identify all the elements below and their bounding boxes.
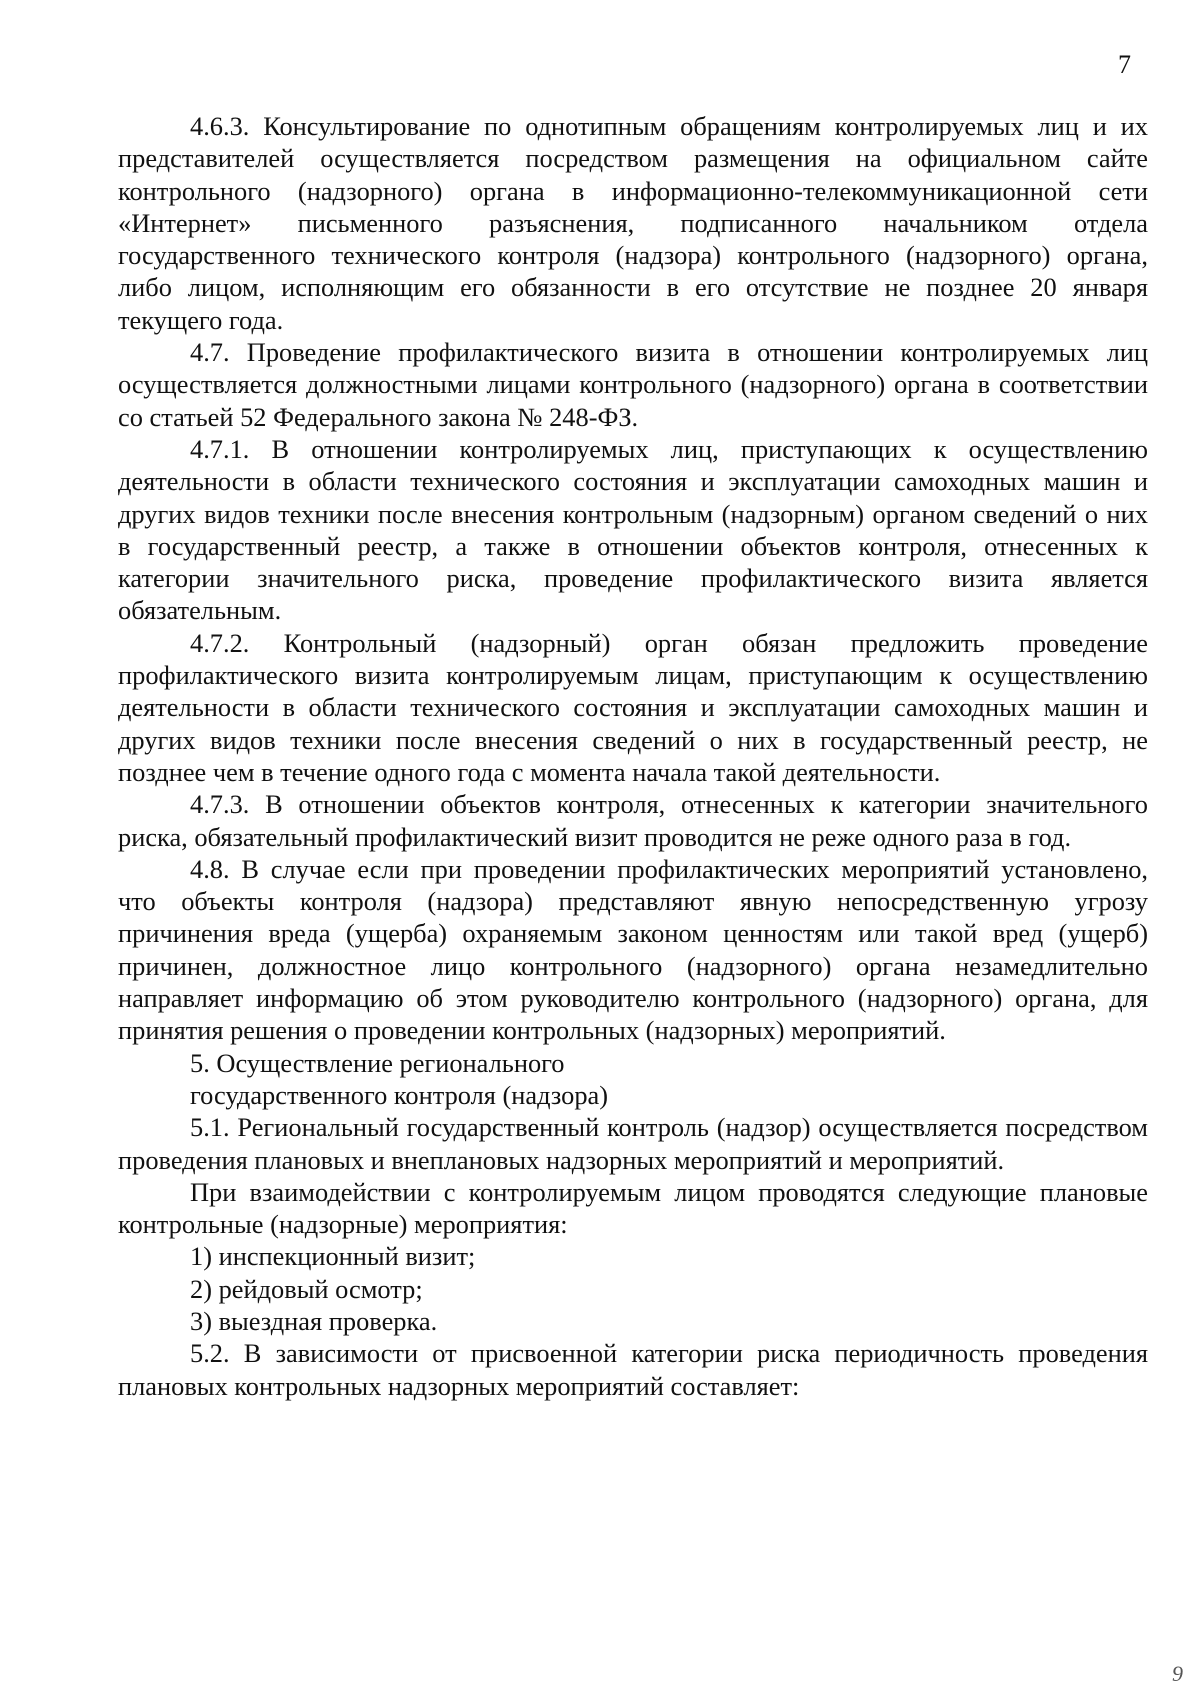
page-number: 7 — [1118, 50, 1131, 79]
section-heading-line-1: 5. Осуществление регионального — [190, 1047, 565, 1078]
corner-handwritten-mark: 9 — [1172, 1661, 1183, 1686]
paragraph-5-1: 5.1. Региональный государственный контроль (надзор) осуществляется посредством проведения плановых и внеплановых надзорных мероприятий и мероприятий. — [118, 1112, 1148, 1175]
paragraph-4-8: 4.8. В случае если при проведении профилактических мероприятий установлено, что объекты контроля (надзора) представляют явную непосредственную угрозу причинения вреда (ущерба) охраняемым законом ценностям или такой вред (ущерб) причинен, должностное лицо контрольного (надзорного) органа незамедлительно направляет информацию об этом руководителю контрольного (надзорного) органа, для принятия решения о проведении контрольных (надзорных) мероприятий. — [118, 853, 1148, 1046]
paragraph-4-7-2: 4.7.2. Контрольный (надзорный) орган обязан предложить проведение профилактического визита контролируемым лицам, приступающим к осуществлению деятельности в области технического состояния и эксплуатации самоходных машин и других видов техники после внесения сведений о них в государственный реестр, не позднее чем в течение одного года с момента начала такой деятельности. — [118, 627, 1148, 787]
list-item: 1) инспекционный визит; — [190, 1241, 476, 1272]
paragraph-4-6-3: 4.6.3. Консультирование по однотипным обращениям контролируемых лиц и их представителей осуществляется посредством размещения на официальном сайте контрольного (надзорного) органа в информационно-телекоммуникационной сети «Интернет» письменного разъяснения, подписанного начальником отдела государственного технического контроля (надзора) контрольного (надзорного) органа, либо лицом, исполняющим его обязанности в его отсутствие не позднее 20 января текущего года. — [118, 111, 1148, 335]
paragraph-4-7-1: 4.7.1. В отношении контролируемых лиц, приступающих к осуществлению деятельности в области технического состояния и эксплуатации самоходных машин и других видов техники после внесения контрольным (надзорным) органом сведений о них в государственный реестр, а также в отношении объектов контроля, отнесенных к категории значительного риска, проведение профилактического визита является обязательным. — [118, 433, 1148, 626]
document-body — [118, 110, 1148, 1402]
paragraph-5-2: 5.2. В зависимости от присвоенной категории риска периодичность проведения плановых контрольных надзорных мероприятий составляет: — [118, 1338, 1148, 1401]
paragraph-4-7-3: 4.7.3. В отношении объектов контроля, отнесенных к категории значительного риска, обязательный профилактический визит проводится не реже одного раза в год. — [118, 789, 1148, 852]
paragraph-4-7: 4.7. Проведение профилактического визита в отношении контролируемых лиц осуществляется должностными лицами контрольного (надзорного) органа в соответствии со статьей 52 Федерального закона № 248-ФЗ. — [118, 337, 1148, 432]
list-item: 2) рейдовый осмотр; — [190, 1273, 423, 1304]
paragraph-planned-measures: При взаимодействии с контролируемым лицом проводятся следующие плановые контрольные (надзорные) мероприятия: — [118, 1176, 1148, 1240]
section-heading — [118, 1047, 1148, 1112]
section-heading-line-2: государственного контроля (надзора) — [190, 1079, 609, 1110]
list-item: 3) выездная проверка. — [190, 1305, 438, 1336]
